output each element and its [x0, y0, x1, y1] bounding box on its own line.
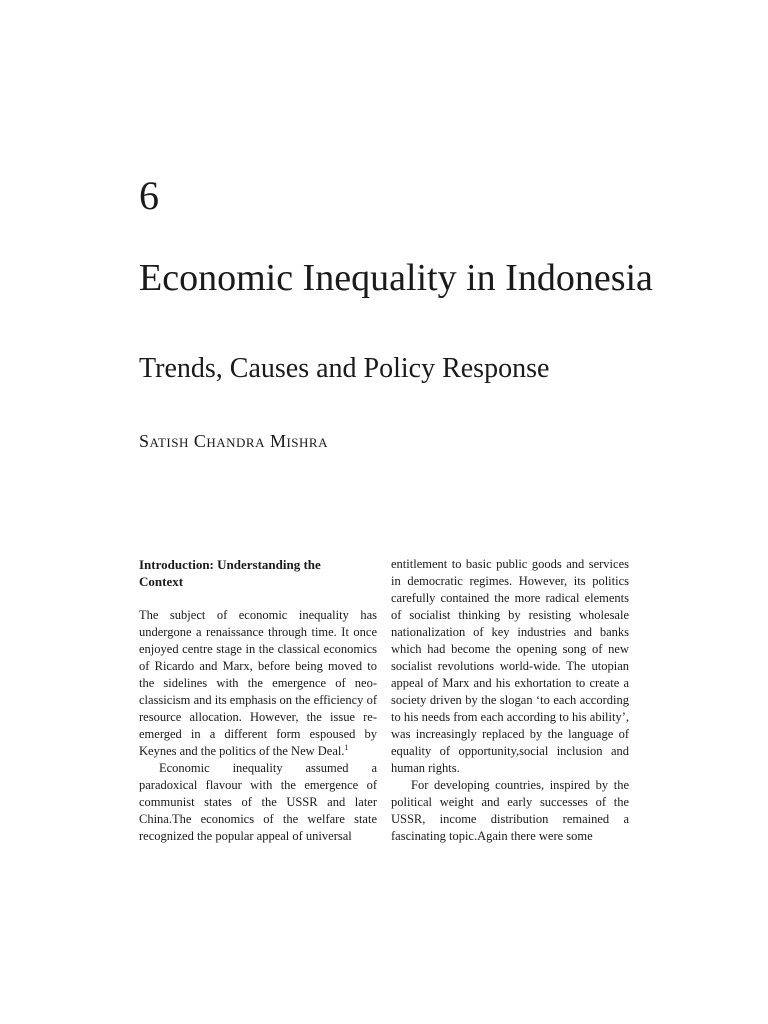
section-heading: Introduction: Understanding the Context — [139, 557, 321, 589]
body-paragraph — [139, 607, 377, 760]
left-column — [139, 556, 377, 845]
body-paragraph: entitlement to basic public goods and services in democratic regimes. However, its politics carefully contained the more radical elements of socialist thinking by resisting wholesale nationalization of key industries and banks which had become the opening song of new socialist revolutions world-wide. The utopian appeal of Marx and his exhortation to create a society driven by the slogan ‘to each according to his needs from each according to his ability’, was increasingly replaced by the language of equality of opportunity,social inclusion and human rights. — [391, 557, 629, 775]
paragraph-text: The subject of economic inequality has undergone a renaissance through time. It once enjoyed centre stage in the classical economics of Ricardo and Marx, before being moved to the sidelines with the emergence of neo-classicism and its emphasis on the efficiency of resource allocation. However, the issue re-emerged in a different form espoused by Keynes and the politics of the New Deal. — [139, 608, 377, 758]
right-column — [391, 556, 629, 845]
footnote-marker[interactable]: 1 — [344, 742, 349, 752]
author-name: Satish Chandra Mishra — [139, 431, 328, 451]
chapter-subtitle: Trends, Causes and Policy Response — [139, 353, 550, 384]
chapter-title: Economic Inequality in Indonesia — [139, 257, 653, 299]
chapter-number: 6 — [139, 173, 159, 218]
body-paragraph: For developing countries, inspired by the political weight and early successes of the USSR, income distribution remained a fascinating topic.Again there were some — [391, 778, 629, 843]
body-paragraph: Economic inequality assumed a paradoxical flavour with the emergence of communist states of the USSR and later China.The economics of the welfare state recognized the popular appeal of universal — [139, 761, 377, 843]
